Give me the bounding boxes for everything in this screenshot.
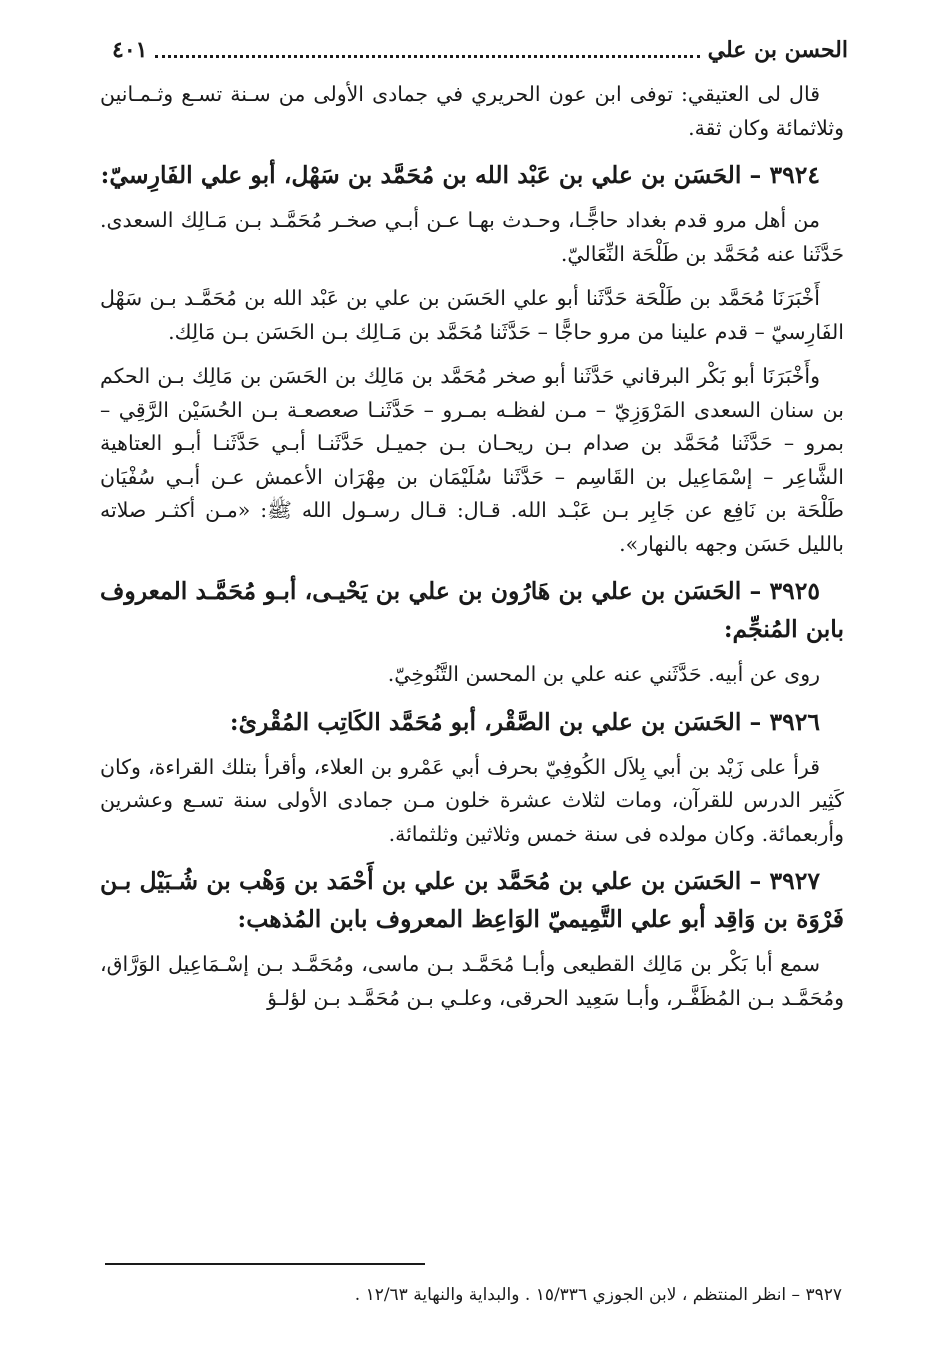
page-header (112, 30, 848, 70)
entry-title: – الحَسَن بن علي بن عَبْد الله بن مُحَمَّد بن سَهْل، أبو علي الفَارِسيّ: (100, 161, 762, 189)
paragraph-3925-bio: روى عن أبيه. حَدَّثَني عنه علي بن المحسن التَّنُوخِيّ. (387, 662, 820, 686)
entry-title: – الحَسَن بن علي بن مُحَمَّد بن علي بن أَحْمَد بن وَهْب بن شُـبَيْل بـن فَرْوَة بن وَاقِد أبو علي التَّمِيميّ الوَاعِظ المعروف بابن المُذهب: (100, 867, 844, 933)
paragraph-3924-bio: من أهل مرو قدم بغداد حاجًّـا، وحـدث بهـا عـن أبـي صخـر مُحَمَّـد بـن مَـالِك السعدى. حَدَّثَنا عنه مُحَمَّد بن طَلْحَة النِّعَاليّ. (100, 208, 844, 266)
paragraph-3927-bio: سمع أبا بَكْر بن مَالِك القطيعى وأبـا مُحَمَّـد بـن ماسى، ومُحَمَّـد بـن إسْـمَاعِيل الوَرَّاق، ومُحَمَّـد بـن المُظَفَّـر، وأبـا سَعِيد الحرقى، وعلـي بـن مُحَمَّـد بـن لؤلـؤ (100, 952, 844, 1010)
entry-number: ٣٩٢٧ (769, 867, 820, 895)
entry-heading-3924 (100, 156, 844, 194)
paragraph-3924-isnad-1: أَخْبَرَنَا مُحَمَّد بن طَلْحَة حَدَّثَنا أبو علي الحَسَن بن علي بن عَبْد الله بن مُحَمَّـد بـن سَهْل الفَارِسيّ – قدم علينا من مرو حاجًّا – حَدَّثَنا مُحَمَّد بن مَـالِك بـن الحَسَن بـن مَالِك. (100, 286, 844, 344)
page-body (100, 78, 844, 1026)
entry-heading-3925 (100, 572, 844, 648)
entry-number: ٣٩٢٦ (769, 707, 820, 736)
paragraph-intro: قال لى العتيقي: توفى ابن عون الحريري في جمادى الأولى من سـنة تسـع وثـمـانين وثلاثمائة وكان ثقة. (100, 82, 844, 140)
entry-title: – الحَسَن بن علي بن هَارُون بن علي بن يَحْيـى، أبـو مُحَمَّـد المعروف بابن المُنجِّم: (100, 577, 844, 643)
entry-number: ٣٩٢٥ (769, 577, 820, 605)
entry-title: – الحَسَن بن علي بن الصَّقْر، أبو مُحَمَّد الكَاتِب المُقْرئ: (229, 707, 762, 736)
paragraph-3926-bio: قرأ على زَيْد بن أبي بِلاَل الكُوفِيّ بحرف أبي عَمْرو بن العلاء، وأقرأ بتلك القراءة، وكان كَثِير الدرس للقرآن، ومات لثلاث عشرة خلون مـن جمادى الأولى سنة تسـع وعشرين وأربعمائة. وكان مولده فى سنة خمس وثلاثين وثلثمائة. (100, 754, 844, 846)
header-dot-leader (155, 43, 699, 58)
entry-number: ٣٩٢٤ (769, 161, 820, 189)
paragraph-3924-isnad-2: وأَخْبَرَنَا أبو بَكْر البرقاني حَدَّثَنا أبو صخر مُحَمَّد بن مَالِك بن الحَسَن بن مَالِك بـن الحكم بن سنان السعدى المَرْوَزِيّ – مـن لفظـه بمـرو – حَدَّثَنـا صعصعـة بـن الحُسَيْن الرَّقِي – بمرو – حَدَّثَنا مُحَمَّد بن صدام بـن ريحـان بـن جميـل حَدَّثَنـا أبـي حَدَّثَنـا أبـو العتاهية الشَّاعِر – إسْمَاعِيل بن القَاسِم – حَدَّثَنا سُلَيْمَان بن مِهْرَان الأعمش عـن أبـي سُفْيَان طَلْحَة بن نَافِع عن جَابِر بـن عَبْـد الله. قـال: قـال رسـول الله ﷺ: «مـن أكثـر صلاته بالليل حَسَن وجهه بالنهار». (100, 364, 844, 556)
footnote: ٣٩٢٧ – انظر المنتظم ، لابن الجوزي ١٥/٣٣٦ . والبداية والنهاية ١٢/٦٣ . (354, 1285, 842, 1305)
entry-heading-3927 (100, 862, 844, 938)
entry-heading-3926 (100, 703, 844, 741)
page-number: ٤٠١ (112, 37, 148, 63)
running-title: الحسن بن علي (707, 37, 848, 63)
footnote-divider (105, 1263, 425, 1265)
